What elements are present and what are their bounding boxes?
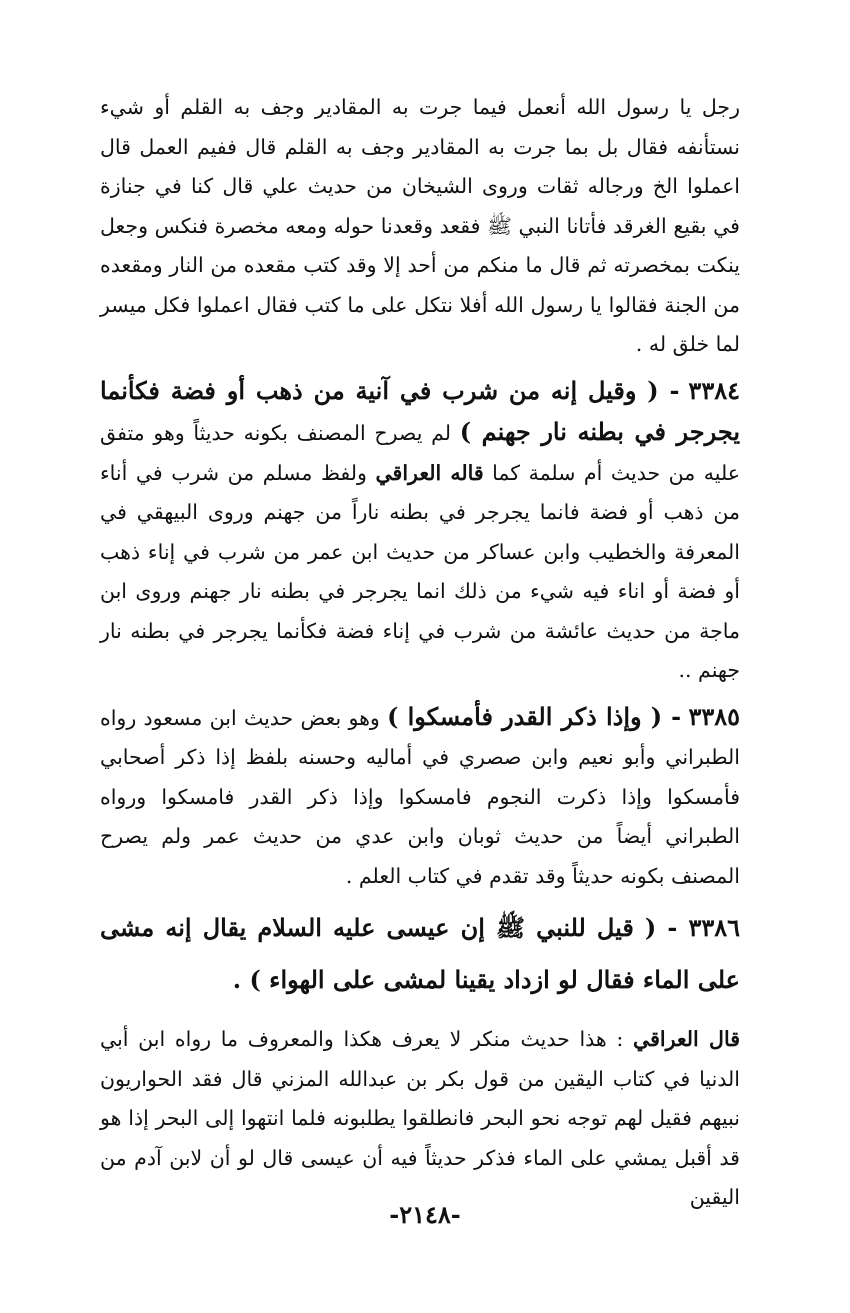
closing-text: : هذا حديث منكر لا يعرف هكذا والمعروف ما رواه ابن أبي الدنيا في كتاب اليقين من قول بكر بن عبدالله المزني قال فقد الحواريون نبيهم فقيل لهم توجه نحو البحر فانطلقوا يطلبونه فلما انتهوا إلى البحر إذا هو قد أقبل يمشي على الماء فذكر حديثاً فيه أن عيسى قال لو أن لابن آدم من اليقين xyxy=(100,1027,740,1209)
entry-3384-body-after: ولفظ مسلم من شرب في أناء من ذهب أو فضة فانما يجرجر في بطنه ناراً من جهنم وروى البيهقي في المعرفة والخطيب وابن عساكر من حديث ابن عمر من شرب في إناء ذهب أو فضة أو اناء فيه شيء من ذلك انما يجرجر في بطنه نار جهنم وروى ابن ماجة من حديث عائشة من شرب في إناء فضة فكأنما يجرجر في بطنه نار جهنم .. xyxy=(100,460,740,682)
entry-3384 xyxy=(100,371,740,691)
entry-3386-heading: - ( قيل للنبي ﷺ إن عيسى عليه السلام يقال إنه مشى على الماء فقال لو ازداد يقينا لمشى على الهواء ) . xyxy=(100,913,740,994)
entry-3386-number: ٣٣٨٦ xyxy=(688,913,741,942)
intro-paragraph: رجل يا رسول الله أنعمل فيما جرت به المقادير وجف به القلم أو شيء نستأنفه فقال بل بما جرت به المقادير وجف به القلم قال ففيم العمل قال اعملوا الخ ورجاله ثقات وروى الشيخان من حديث علي قال كنا في جنازة في بقيع الغرقد فأتانا النبي ﷺ فقعد وقعدنا حوله ومعه مخصرة فنكس وجعل ينكت بمخصرته ثم قال ما منكم من أحد إلا وقد كتب مقعده من النار ومقعده من الجنة فقالوا يا رسول الله أفلا نتكل على ما كتب فقال اعملوا فكل ميسر لما خلق له . xyxy=(100,95,740,356)
entry-3385-heading: - ( وإذا ذكر القدر فأمسكوا ) xyxy=(387,701,682,731)
closing-paragraph xyxy=(100,1020,740,1218)
closing-lead: قال العراقي xyxy=(633,1027,740,1051)
entry-3384-body-bold: قاله العراقي xyxy=(375,460,484,485)
entry-3385-body: وهو بعض حديث ابن مسعود رواه الطبراني وأبو نعيم وابن صصري في أماليه وحسنه بلفظ إذا ذكر أصحابي فأمسكوا وإذا ذكرت النجوم فامسكوا وإذا ذكر القدر فامسكوا ورواه الطبراني أيضاً من حديث ثوبان وابن عدي من حديث عمر ولم يصرح المصنف بكونه حديثاً وقد تقدم في كتاب العلم . xyxy=(100,705,740,888)
entry-3384-number: ٣٣٨٤ xyxy=(688,375,740,405)
page-content xyxy=(100,88,740,1218)
entry-3386 xyxy=(100,902,740,1006)
spacer xyxy=(100,1006,740,1020)
page-number: -٢١٤٨- xyxy=(389,1200,461,1229)
entry-3385-number: ٣٣٨٥ xyxy=(688,701,740,731)
entry-3384-body-before: لم يصرح المصنف بكونه حديثاً وهو متفق عليه من حديث أم سلمة كما xyxy=(100,421,740,485)
entry-3384-heading: - ( وقيل إنه من شرب في آنية من ذهب أو فضة فكأنما يجرجر في بطنه نار جهنم ) xyxy=(100,375,741,446)
entry-3385 xyxy=(100,697,740,897)
